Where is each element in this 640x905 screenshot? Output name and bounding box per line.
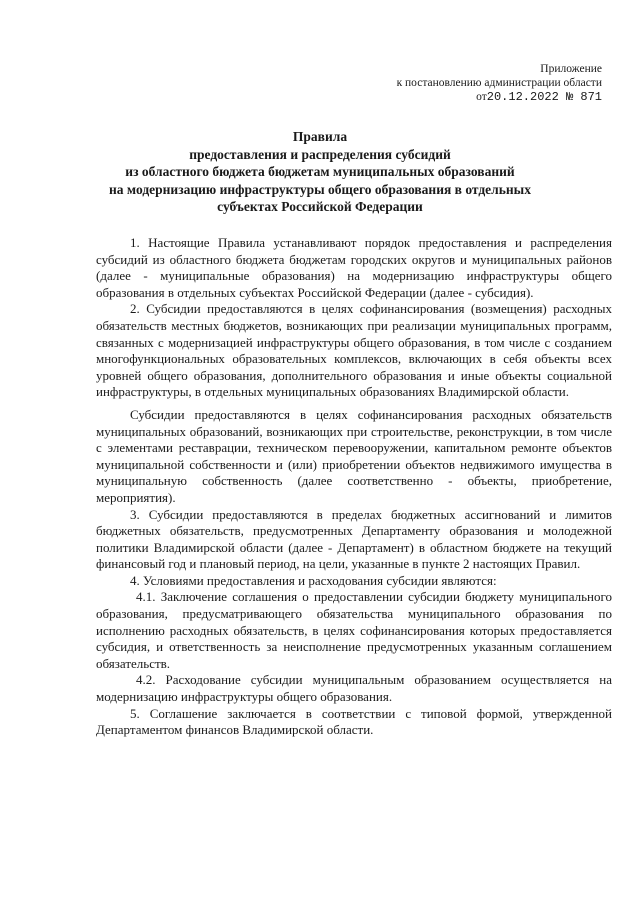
paragraph-2-continued: Субсидии предоставляются в целях софинансирования расходных обязательств муниципальных образований, возникающих при строительстве, реконструкции, в том числе с элементами реставрации, техническом перевооружении, капитальном ремонте объектов муниципальной собственности и (или) приобретении объектов недвижимого имущества в муниципальную собственность (далее соответственно - объекты, приобретение, мероприятия).	[96, 406, 612, 505]
appendix-decree-ref: к постановлению администрации области	[396, 77, 602, 89]
paragraph-1: 1. Настоящие Правила устанавливают порядок предоставления и распределения субсидий из областного бюджета бюджетам городских округов и муниципальных районов (далее - муниципальные образования) на модернизацию инфраструктуры общего образования в отдельных субъектах Российской Федерации (далее - субсидия).	[96, 235, 612, 300]
document-body	[96, 235, 612, 739]
appendix-stamp: 20.12.2022 № 871	[486, 90, 602, 104]
title-line: предоставления и распределения субсидий	[189, 146, 451, 162]
title-line: Правила	[292, 129, 348, 144]
appendix-date-number	[397, 90, 602, 104]
paragraph-4-1: 4.1. Заключение соглашения о предоставлении субсидии бюджету муниципального образования, предусматривающего обязательства муниципального образования по исполнению расходных обязательств, в целях софинансирования которых предоставляется субсидия, и ответственность за неисполнение предусмотренных указанным соглашением обязательств.	[96, 589, 612, 671]
appendix-header	[397, 62, 602, 104]
paragraph-2: 2. Субсидии предоставляются в целях софинансирования (возмещения) расходных обязательств местных бюджетов, возникающих при реализации муниципальных программ, связанных с модернизацией инфраструктуры общего образования, в том числе с созданием многофункциональных образовательных комплексов, включающих в себя объекты всех уровней общего образования, дополнительного образования и иные объекты социальной инфраструктуры, в отдельных муниципальных образованиях Владимирской области.	[96, 301, 612, 400]
paragraph-4: 4. Условиями предоставления и расходования субсидии являются:	[130, 572, 497, 588]
paragraph-5: 5. Соглашение заключается в соответствии с типовой формой, утвержденной Департаментом финансов Владимирской области.	[96, 705, 612, 738]
title-line: на модернизацию инфраструктуры общего образования в отдельных	[109, 181, 531, 197]
appendix-label: Приложение	[540, 63, 602, 75]
document-title	[80, 128, 560, 216]
title-line: из областного бюджета бюджетам муниципальных образований	[125, 164, 515, 179]
title-line: субъектах Российской Федерации	[217, 199, 423, 214]
appendix-prefix: от	[476, 91, 487, 103]
paragraph-3: 3. Субсидии предоставляются в пределах бюджетных ассигнований и лимитов бюджетных обязательств, предусмотренных Департаменту образования и молодежной политики Владимирской области (далее - Департамент) в областном бюджете на текущий финансовый год и плановый период, на цели, указанные в пункте 2 настоящих Правил.	[96, 506, 612, 572]
paragraph-4-2: 4.2. Расходование субсидии муниципальным образованием осуществляется на модернизацию инфраструктуры общего образования.	[96, 672, 612, 705]
